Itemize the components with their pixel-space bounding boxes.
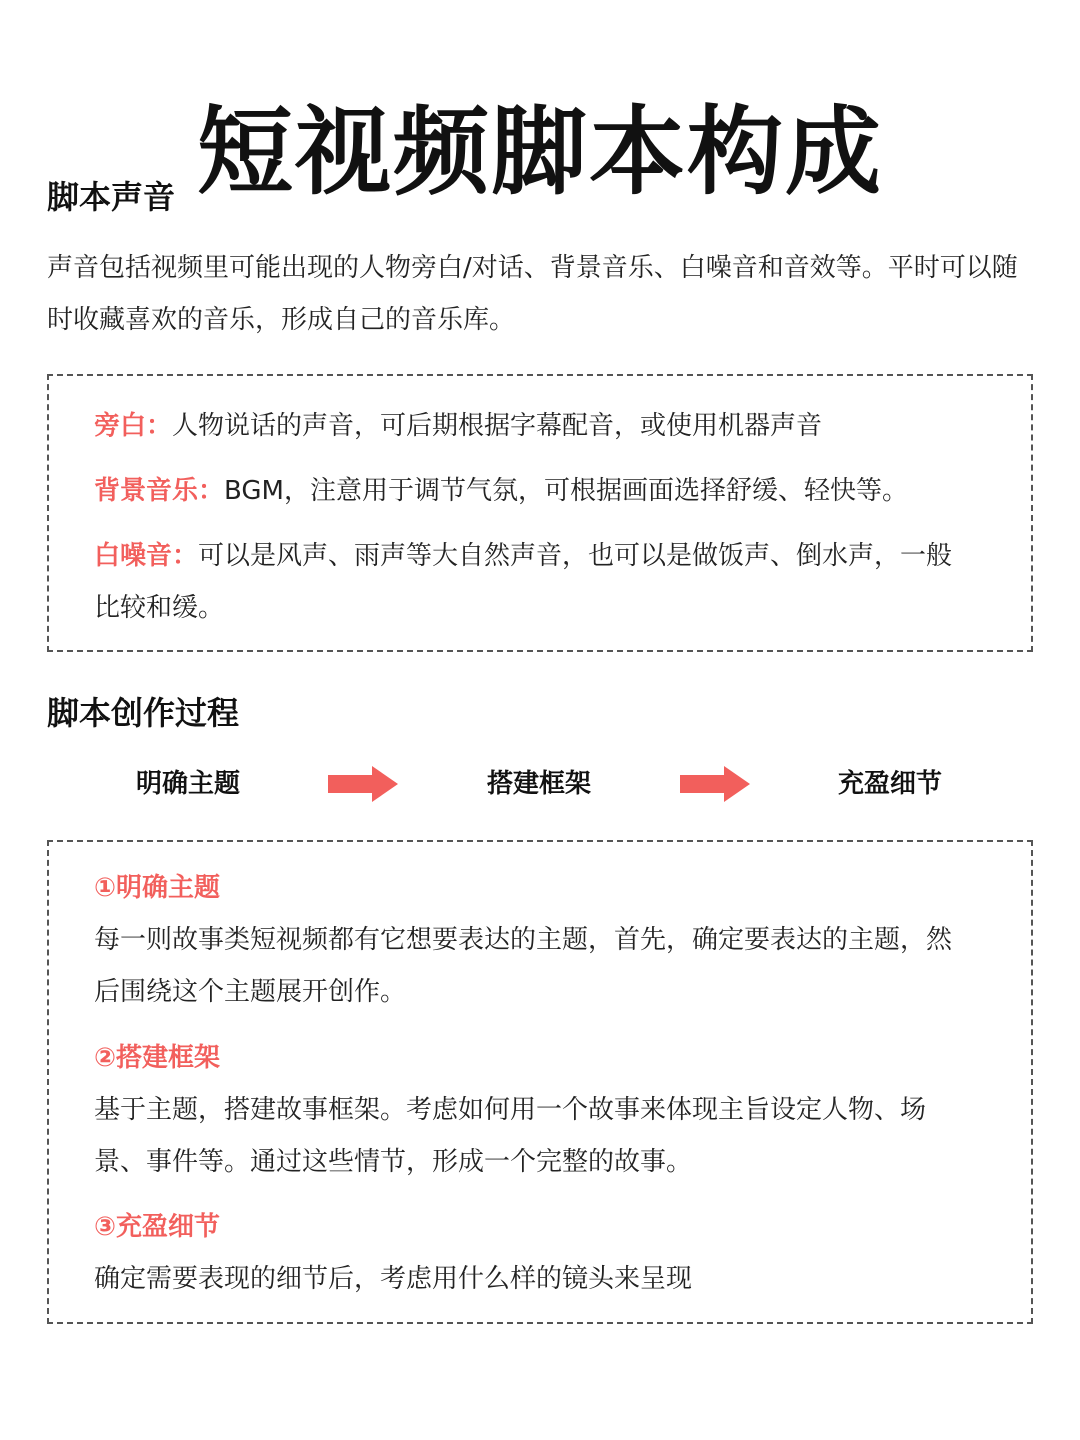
flow-step-build-framework: 搭建框架 bbox=[486, 769, 591, 799]
section-heading-sound: 脚本声音 bbox=[47, 178, 176, 216]
step-body-define-theme: 每一则故事类短视频都有它想要表达的主题，首先，确定要表达的主题，然后围绕这个主题展开创作。 bbox=[94, 925, 953, 1007]
arrow-right-icon bbox=[328, 766, 398, 802]
definition-bgm bbox=[94, 465, 994, 517]
arrow-right-icon bbox=[680, 766, 750, 802]
process-flow bbox=[0, 758, 1080, 810]
definition-white-noise bbox=[94, 530, 974, 634]
section-heading-process: 脚本创作过程 bbox=[47, 694, 240, 732]
definition-text: 人物说话的声音，可后期根据字幕配音，或使用机器声音 bbox=[172, 411, 823, 441]
step-title-build-framework: ②搭建框架 bbox=[94, 1043, 221, 1073]
step-body-build-framework: 基于主题，搭建故事框架。考虑如何用一个故事来体现主旨设定人物、场景、事件等。通过这些情节，形成一个完整的故事。 bbox=[94, 1095, 927, 1177]
page-title: 短视频脚本构成 bbox=[197, 96, 883, 209]
sound-intro-paragraph: 声音包括视频里可能出现的人物旁白/对话、背景音乐、白噪音和音效等。平时可以随时收藏喜欢的音乐，形成自己的音乐库。 bbox=[47, 253, 1018, 335]
step-title-define-theme: ①明确主题 bbox=[94, 873, 221, 903]
definition-narration bbox=[94, 400, 994, 452]
definition-text: BGM，注意用于调节气氛，可根据画面选择舒缓、轻快等。 bbox=[224, 476, 908, 506]
step-body-fill-details: 确定需要表现的细节后，考虑用什么样的镜头来呈现 bbox=[94, 1264, 693, 1294]
flow-step-define-theme: 明确主题 bbox=[135, 769, 240, 799]
definition-label: 旁白： bbox=[94, 411, 173, 441]
flow-step-fill-details: 充盈细节 bbox=[837, 769, 942, 799]
definition-label: 白噪音： bbox=[94, 541, 199, 571]
definition-text: 可以是风声、雨声等大自然声音，也可以是做饭声、倒水声，一般比较和缓。 bbox=[94, 541, 953, 623]
process-steps-box bbox=[47, 840, 1033, 1324]
step-title-fill-details: ③充盈细节 bbox=[94, 1212, 221, 1242]
definition-label: 背景音乐： bbox=[94, 476, 225, 506]
sound-definitions-box bbox=[47, 374, 1033, 652]
